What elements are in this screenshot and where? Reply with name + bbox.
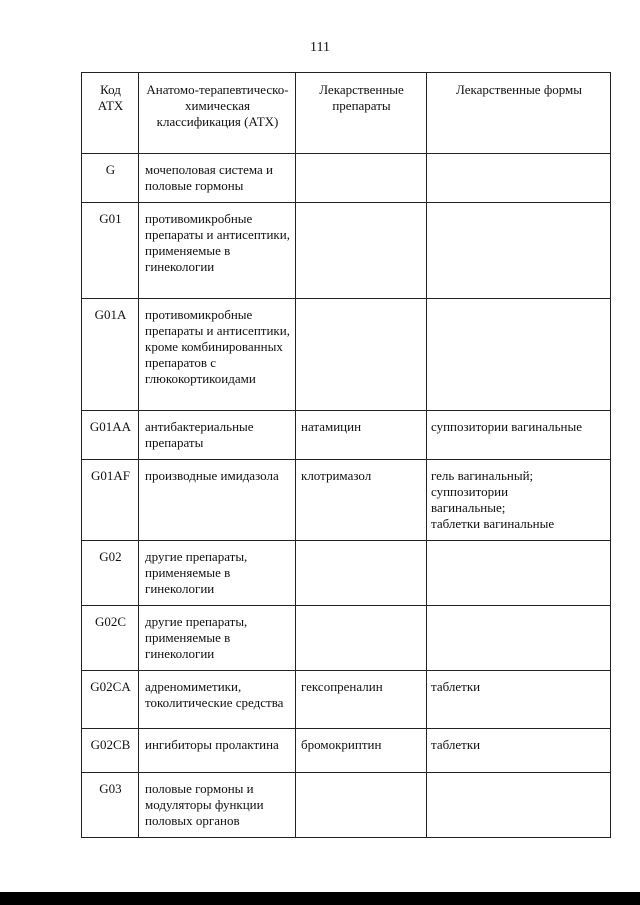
atc-drug-table <box>81 72 611 838</box>
page-number: 111 <box>310 40 330 55</box>
dosage-form-line: гель вагинальный; <box>431 468 534 483</box>
cell-dosage-forms <box>427 729 611 773</box>
cell-dosage-forms <box>427 773 611 838</box>
header-atc-classification: Анатомо-терапевтическо-химическая классификация (АТХ) <box>139 73 296 154</box>
cell-classification: антибактериальные препараты <box>139 411 296 460</box>
table-header-row <box>82 73 611 154</box>
cell-classification: противомикробные препараты и антисептики, применяемые в гинекологии <box>139 203 296 299</box>
table-row <box>82 299 611 411</box>
table-row <box>82 773 611 838</box>
cell-atc-code: G01A <box>82 299 139 411</box>
dosage-form-line: суппозитории вагинальные <box>431 419 583 434</box>
header-atc-code: Код АТХ <box>82 73 139 154</box>
cell-drug <box>296 773 427 838</box>
cell-classification: половые гормоны и модуляторы функции половых органов <box>139 773 296 838</box>
cell-drug <box>296 299 427 411</box>
cell-drug <box>296 606 427 671</box>
cell-drug: гексопреналин <box>296 671 427 729</box>
cell-atc-code: G01AF <box>82 460 139 541</box>
table-row <box>82 606 611 671</box>
dosage-form-line: таблетки <box>431 679 481 694</box>
cell-dosage-forms <box>427 606 611 671</box>
table-row <box>82 541 611 606</box>
table-body <box>82 154 611 838</box>
cell-drug <box>296 154 427 203</box>
cell-dosage-forms <box>427 541 611 606</box>
dosage-form-line: суппозитории <box>431 484 509 499</box>
cell-classification: другие препараты, применяемые в гинекологии <box>139 541 296 606</box>
cell-classification: мочеполовая система и половые гормоны <box>139 154 296 203</box>
dosage-form-line: вагинальные; <box>431 500 506 515</box>
table-row <box>82 729 611 773</box>
table-row <box>82 154 611 203</box>
dosage-form-line: таблетки <box>431 737 481 752</box>
cell-atc-code: G03 <box>82 773 139 838</box>
cell-drug: натамицин <box>296 411 427 460</box>
cell-classification: производные имидазола <box>139 460 296 541</box>
cell-dosage-forms <box>427 299 611 411</box>
cell-classification: противомикробные препараты и антисептики, кроме комбинированных препаратов с глюкокортикоидами <box>139 299 296 411</box>
cell-dosage-forms <box>427 411 611 460</box>
cell-dosage-forms <box>427 460 611 541</box>
cell-atc-code: G01AA <box>82 411 139 460</box>
cell-classification: адреномиметики, токолитические средства <box>139 671 296 729</box>
table-row <box>82 671 611 729</box>
cell-classification: другие препараты, применяемые в гинекологии <box>139 606 296 671</box>
table-row <box>82 460 611 541</box>
scan-bottom-edge <box>0 892 640 905</box>
cell-drug: клотримазол <box>296 460 427 541</box>
cell-drug <box>296 203 427 299</box>
header-dosage-forms: Лекарственные формы <box>427 73 611 154</box>
cell-drug <box>296 541 427 606</box>
cell-atc-code: G <box>82 154 139 203</box>
dosage-form-line: таблетки вагинальные <box>431 516 555 531</box>
cell-atc-code: G02CA <box>82 671 139 729</box>
table-row <box>82 411 611 460</box>
cell-atc-code: G01 <box>82 203 139 299</box>
cell-atc-code: G02CB <box>82 729 139 773</box>
cell-dosage-forms <box>427 671 611 729</box>
cell-atc-code: G02 <box>82 541 139 606</box>
cell-drug: бромокриптин <box>296 729 427 773</box>
cell-atc-code: G02C <box>82 606 139 671</box>
table-row <box>82 203 611 299</box>
cell-dosage-forms <box>427 154 611 203</box>
cell-dosage-forms <box>427 203 611 299</box>
cell-classification: ингибиторы пролактина <box>139 729 296 773</box>
header-drugs: Лекарственные препараты <box>296 73 427 154</box>
